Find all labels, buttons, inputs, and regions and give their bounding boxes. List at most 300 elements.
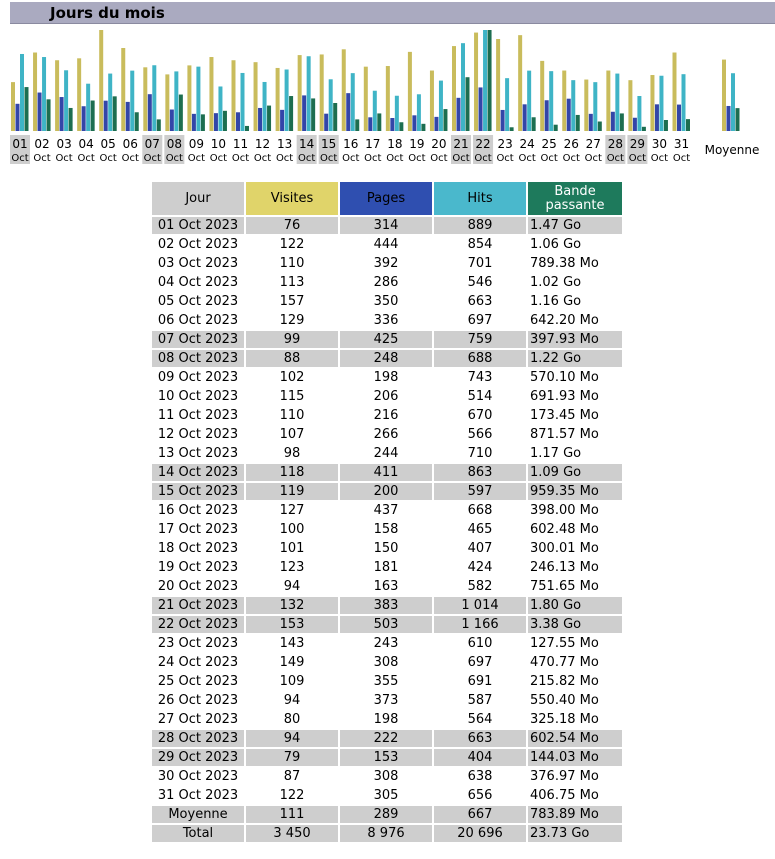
- day-04-hits-bar: [86, 84, 90, 131]
- x-tick-day: 21: [453, 137, 469, 151]
- cell-bandwidth: 751.65 Mo: [528, 578, 622, 597]
- cell-visits: 129: [246, 312, 338, 331]
- cell-bandwidth: 397.93 Mo: [528, 331, 622, 350]
- day-11-visits-bar: [232, 60, 236, 131]
- day-12-bandwidth-bar: [267, 106, 271, 131]
- cell-day: 07 Oct 2023: [152, 331, 244, 350]
- x-tick-day: 23: [497, 137, 513, 151]
- table-row: [152, 597, 622, 616]
- cell-hits: 663: [434, 293, 526, 312]
- cell-bandwidth: 570.10 Mo: [528, 369, 622, 388]
- cell-visits: 98: [246, 445, 338, 464]
- table-row: [152, 274, 622, 293]
- cell-day: 20 Oct 2023: [152, 578, 244, 597]
- table-row: [152, 787, 622, 806]
- cell-hits: 710: [434, 445, 526, 464]
- day-17-visits-bar: [364, 67, 368, 131]
- cell-visits: 94: [246, 692, 338, 711]
- cell-hits: 697: [434, 312, 526, 331]
- cell-pages: 383: [340, 597, 432, 616]
- table-body: [152, 217, 622, 844]
- section-title: Jours du mois: [50, 4, 165, 22]
- cell-pages: 181: [340, 559, 432, 578]
- x-tick-day: 31: [673, 137, 690, 151]
- x-tick-day: 19: [409, 137, 425, 151]
- day-10-pages-bar: [214, 113, 218, 131]
- cell-bandwidth: 642.20 Mo: [528, 312, 622, 331]
- cell-visits: 110: [246, 407, 338, 426]
- day-07-bandwidth-bar: [157, 119, 161, 131]
- day-19-visits-bar: [408, 52, 412, 131]
- table-row: [152, 236, 622, 255]
- cell-hits: 663: [434, 730, 526, 749]
- total-visits: 3 450: [246, 825, 338, 844]
- day-09-hits-bar: [196, 67, 200, 131]
- cell-visits: 100: [246, 521, 338, 540]
- x-tick-month: Oct: [55, 153, 73, 164]
- daily-bar-chart: [0, 0, 775, 170]
- cell-visits: 143: [246, 635, 338, 654]
- day-05-bandwidth-bar: [113, 96, 117, 131]
- x-tick-day: 10: [210, 137, 227, 151]
- x-tick-day: 26: [563, 137, 579, 151]
- x-tick-day: 08: [166, 137, 182, 151]
- cell-hits: 597: [434, 483, 526, 502]
- cell-bandwidth: 215.82 Mo: [528, 673, 622, 692]
- day-24-hits-bar: [527, 71, 531, 131]
- cell-bandwidth: 691.93 Mo: [528, 388, 622, 407]
- average-label: Moyenne: [152, 806, 244, 825]
- day-07-visits-bar: [143, 67, 147, 131]
- day-30-hits-bar: [659, 76, 663, 131]
- day-08-visits-bar: [165, 74, 169, 131]
- table-row: [152, 388, 622, 407]
- x-tick-day: 18: [387, 137, 403, 151]
- cell-hits: 582: [434, 578, 526, 597]
- day-14-pages-bar: [302, 95, 306, 131]
- day-29-bandwidth-bar: [642, 127, 646, 131]
- x-tick-day: 04: [78, 137, 94, 151]
- x-tick-month: Oct: [275, 153, 294, 164]
- x-tick-day: 01: [12, 137, 28, 151]
- day-25-visits-bar: [540, 61, 544, 131]
- day-16-visits-bar: [342, 49, 346, 131]
- day-27-visits-bar: [584, 80, 588, 131]
- cell-bandwidth: 246.13 Mo: [528, 559, 622, 578]
- x-tick-month: Oct: [474, 153, 492, 164]
- cell-hits: 863: [434, 464, 526, 483]
- cell-day: 12 Oct 2023: [152, 426, 244, 445]
- day-03-bandwidth-bar: [69, 108, 73, 131]
- cell-visits: 79: [246, 749, 338, 768]
- cell-pages: 314: [340, 217, 432, 236]
- day-05-visits-bar: [99, 30, 103, 131]
- cell-day: 02 Oct 2023: [152, 236, 244, 255]
- day-14-bandwidth-bar: [311, 98, 315, 131]
- cell-visits: 101: [246, 540, 338, 559]
- cell-visits: 157: [246, 293, 338, 312]
- cell-bandwidth: 1.09 Go: [528, 464, 622, 483]
- day-15-visits-bar: [320, 54, 324, 131]
- x-tick-month: Oct: [496, 153, 514, 164]
- cell-day: 31 Oct 2023: [152, 787, 244, 806]
- day-08-bandwidth-bar: [179, 95, 183, 131]
- cell-visits: 94: [246, 730, 338, 749]
- cell-pages: 411: [340, 464, 432, 483]
- day-13-hits-bar: [285, 70, 289, 132]
- cell-pages: 437: [340, 502, 432, 521]
- cell-day: 24 Oct 2023: [152, 654, 244, 673]
- cell-hits: 743: [434, 369, 526, 388]
- cell-visits: 110: [246, 255, 338, 274]
- cell-bandwidth: 602.54 Mo: [528, 730, 622, 749]
- cell-pages: 336: [340, 312, 432, 331]
- day-22-bandwidth-bar: [488, 30, 492, 131]
- day-12-hits-bar: [263, 82, 267, 131]
- x-tick-day: 11: [232, 137, 249, 151]
- day-21-hits-bar: [461, 43, 465, 131]
- average-label: Moyenne: [704, 143, 760, 157]
- cell-bandwidth: 1.16 Go: [528, 293, 622, 312]
- cell-pages: 158: [340, 521, 432, 540]
- day-20-hits-bar: [439, 81, 443, 131]
- day-21-pages-bar: [457, 98, 461, 131]
- cell-pages: 392: [340, 255, 432, 274]
- cell-visits: 122: [246, 236, 338, 255]
- day-03-hits-bar: [64, 70, 68, 131]
- cell-day: 19 Oct 2023: [152, 559, 244, 578]
- table-row: [152, 692, 622, 711]
- cell-hits: 566: [434, 426, 526, 445]
- day-19-bandwidth-bar: [421, 124, 425, 131]
- table-row: [152, 502, 622, 521]
- cell-pages: 305: [340, 787, 432, 806]
- cell-hits: 1 166: [434, 616, 526, 635]
- cell-day: 30 Oct 2023: [152, 768, 244, 787]
- cell-day: 25 Oct 2023: [152, 673, 244, 692]
- day-02-pages-bar: [38, 93, 42, 131]
- x-tick-month: Oct: [628, 153, 647, 164]
- day-28-hits-bar: [615, 74, 619, 131]
- day-22-visits-bar: [474, 33, 478, 131]
- table-row: [152, 217, 622, 236]
- day-07-hits-bar: [152, 65, 156, 131]
- cell-hits: 546: [434, 274, 526, 293]
- cell-pages: 425: [340, 331, 432, 350]
- day-17-pages-bar: [368, 117, 372, 131]
- x-tick-month: Oct: [187, 153, 206, 164]
- table-row: [152, 654, 622, 673]
- cell-hits: 587: [434, 692, 526, 711]
- x-tick-day: 06: [122, 137, 138, 151]
- total-hits: 20 696: [434, 825, 526, 844]
- x-tick-month: Oct: [672, 153, 691, 164]
- table-row: [152, 635, 622, 654]
- day-06-visits-bar: [121, 48, 125, 131]
- table-row: [152, 616, 622, 635]
- cell-visits: 123: [246, 559, 338, 578]
- day-01-visits-bar: [11, 82, 15, 131]
- x-tick-month: Oct: [121, 153, 139, 164]
- x-tick-month: Oct: [33, 153, 51, 164]
- average-visits: 111: [246, 806, 338, 825]
- cell-day: 16 Oct 2023: [152, 502, 244, 521]
- day-01-hits-bar: [20, 54, 24, 131]
- header-bandwidth: Bande passante: [528, 182, 622, 217]
- day-08-hits-bar: [174, 71, 178, 131]
- cell-bandwidth: 470.77 Mo: [528, 654, 622, 673]
- cell-day: 11 Oct 2023: [152, 407, 244, 426]
- cell-pages: 286: [340, 274, 432, 293]
- day-20-bandwidth-bar: [443, 109, 447, 131]
- cell-bandwidth: 300.01 Mo: [528, 540, 622, 559]
- day-16-pages-bar: [346, 93, 350, 131]
- cell-bandwidth: 1.17 Go: [528, 445, 622, 464]
- cell-pages: 243: [340, 635, 432, 654]
- cell-visits: 109: [246, 673, 338, 692]
- day-17-hits-bar: [373, 91, 377, 131]
- x-tick-month: Oct: [143, 153, 161, 164]
- day-10-bandwidth-bar: [223, 111, 227, 131]
- table-row: [152, 426, 622, 445]
- cell-visits: 153: [246, 616, 338, 635]
- day-18-visits-bar: [386, 66, 390, 131]
- day-10-visits-bar: [209, 57, 213, 131]
- day-22-pages-bar: [479, 87, 483, 131]
- cell-visits: 107: [246, 426, 338, 445]
- cell-day: 22 Oct 2023: [152, 616, 244, 635]
- table-row: [152, 331, 622, 350]
- table-row: [152, 369, 622, 388]
- day-05-pages-bar: [104, 101, 108, 131]
- cell-visits: 149: [246, 654, 338, 673]
- cell-visits: 118: [246, 464, 338, 483]
- cell-visits: 80: [246, 711, 338, 730]
- day-06-hits-bar: [130, 71, 134, 131]
- day-15-hits-bar: [329, 79, 333, 131]
- cell-hits: 1 014: [434, 597, 526, 616]
- cell-hits: 638: [434, 768, 526, 787]
- day-10-hits-bar: [218, 86, 222, 131]
- cell-visits: 113: [246, 274, 338, 293]
- average-bandwidth: 783.89 Mo: [528, 806, 622, 825]
- day-30-visits-bar: [650, 75, 654, 131]
- day-06-bandwidth-bar: [135, 112, 139, 131]
- x-tick-month: Oct: [99, 153, 117, 164]
- x-tick-day: 24: [519, 137, 535, 151]
- day-18-bandwidth-bar: [399, 122, 403, 131]
- cell-day: 10 Oct 2023: [152, 388, 244, 407]
- cell-pages: 355: [340, 673, 432, 692]
- table-row: [152, 711, 622, 730]
- cell-bandwidth: 3.38 Go: [528, 616, 622, 635]
- day-16-bandwidth-bar: [355, 119, 359, 131]
- cell-visits: 127: [246, 502, 338, 521]
- cell-visits: 122: [246, 787, 338, 806]
- average-bandwidth-bar: [736, 108, 740, 131]
- x-tick-month: Oct: [650, 153, 669, 164]
- day-27-hits-bar: [593, 82, 597, 131]
- cell-pages: 153: [340, 749, 432, 768]
- average-pages-bar: [727, 106, 731, 131]
- day-26-hits-bar: [571, 80, 575, 131]
- x-tick-month: Oct: [430, 153, 448, 164]
- x-tick-day: 27: [585, 137, 601, 151]
- cell-pages: 244: [340, 445, 432, 464]
- x-tick-month: Oct: [386, 153, 404, 164]
- total-bandwidth: 23.73 Go: [528, 825, 622, 844]
- day-31-hits-bar: [682, 74, 686, 131]
- cell-day: 03 Oct 2023: [152, 255, 244, 274]
- table-row: [152, 540, 622, 559]
- cell-bandwidth: 127.55 Mo: [528, 635, 622, 654]
- x-tick-month: Oct: [540, 153, 558, 164]
- day-25-bandwidth-bar: [554, 125, 558, 131]
- x-tick-day: 16: [343, 137, 359, 151]
- cell-bandwidth: 325.18 Mo: [528, 711, 622, 730]
- day-29-hits-bar: [637, 96, 641, 131]
- cell-pages: 308: [340, 768, 432, 787]
- header-pages: Pages: [340, 182, 432, 217]
- table-row: [152, 559, 622, 578]
- day-25-pages-bar: [545, 100, 549, 131]
- x-tick-day: 28: [607, 137, 623, 151]
- x-tick-day: 15: [321, 137, 337, 151]
- cell-bandwidth: 1.47 Go: [528, 217, 622, 236]
- day-07-pages-bar: [148, 94, 152, 131]
- cell-pages: 198: [340, 369, 432, 388]
- day-20-pages-bar: [434, 117, 438, 131]
- cell-bandwidth: 1.22 Go: [528, 350, 622, 369]
- cell-hits: 564: [434, 711, 526, 730]
- cell-visits: 115: [246, 388, 338, 407]
- x-tick-month: Oct: [562, 153, 580, 164]
- day-01-bandwidth-bar: [25, 87, 29, 131]
- cell-day: 01 Oct 2023: [152, 217, 244, 236]
- x-tick-day: 12: [254, 137, 271, 151]
- day-12-pages-bar: [258, 108, 262, 131]
- day-03-visits-bar: [55, 60, 59, 131]
- day-31-pages-bar: [677, 105, 681, 131]
- x-tick-month: Oct: [452, 153, 470, 164]
- day-04-pages-bar: [82, 106, 86, 131]
- day-19-pages-bar: [412, 115, 416, 131]
- cell-hits: 701: [434, 255, 526, 274]
- cell-day: 21 Oct 2023: [152, 597, 244, 616]
- table-row: [152, 749, 622, 768]
- cell-pages: 222: [340, 730, 432, 749]
- day-22-hits-bar: [483, 30, 487, 131]
- day-13-pages-bar: [280, 110, 284, 131]
- day-27-pages-bar: [589, 114, 593, 131]
- day-14-hits-bar: [307, 56, 311, 131]
- day-11-pages-bar: [236, 112, 240, 131]
- cell-pages: 198: [340, 711, 432, 730]
- day-11-hits-bar: [241, 73, 245, 131]
- cell-day: 28 Oct 2023: [152, 730, 244, 749]
- table-row: [152, 730, 622, 749]
- cell-day: 17 Oct 2023: [152, 521, 244, 540]
- x-tick-month: Oct: [231, 153, 250, 164]
- day-31-visits-bar: [673, 53, 677, 131]
- cell-hits: 656: [434, 787, 526, 806]
- day-21-bandwidth-bar: [466, 77, 470, 131]
- day-23-hits-bar: [505, 78, 509, 131]
- day-13-visits-bar: [276, 68, 280, 131]
- table-row: [152, 578, 622, 597]
- cell-visits: 87: [246, 768, 338, 787]
- cell-day: 26 Oct 2023: [152, 692, 244, 711]
- cell-bandwidth: 959.35 Mo: [528, 483, 622, 502]
- table-row: [152, 312, 622, 331]
- cell-visits: 94: [246, 578, 338, 597]
- day-09-bandwidth-bar: [201, 114, 205, 131]
- day-28-visits-bar: [606, 71, 610, 131]
- cell-day: 18 Oct 2023: [152, 540, 244, 559]
- average-pages: 289: [340, 806, 432, 825]
- cell-hits: 514: [434, 388, 526, 407]
- cell-day: 08 Oct 2023: [152, 350, 244, 369]
- day-21-visits-bar: [452, 46, 456, 131]
- cell-bandwidth: 1.80 Go: [528, 597, 622, 616]
- cell-day: 29 Oct 2023: [152, 749, 244, 768]
- cell-day: 09 Oct 2023: [152, 369, 244, 388]
- cell-hits: 670: [434, 407, 526, 426]
- cell-day: 23 Oct 2023: [152, 635, 244, 654]
- x-tick-day: 25: [541, 137, 557, 151]
- day-08-pages-bar: [170, 110, 174, 131]
- day-18-hits-bar: [395, 96, 399, 131]
- cell-day: 15 Oct 2023: [152, 483, 244, 502]
- cell-hits: 424: [434, 559, 526, 578]
- cell-bandwidth: 406.75 Mo: [528, 787, 622, 806]
- day-27-bandwidth-bar: [598, 122, 602, 131]
- day-04-visits-bar: [77, 58, 81, 131]
- table-row: [152, 521, 622, 540]
- x-tick-day: 03: [56, 137, 72, 151]
- x-tick-day: 14: [299, 137, 315, 151]
- cell-bandwidth: 550.40 Mo: [528, 692, 622, 711]
- day-15-pages-bar: [324, 114, 328, 131]
- cell-bandwidth: 789.38 Mo: [528, 255, 622, 274]
- cell-hits: 697: [434, 654, 526, 673]
- average-row: [152, 806, 622, 825]
- header-day: Jour: [152, 182, 244, 217]
- cell-pages: 216: [340, 407, 432, 426]
- cell-hits: 691: [434, 673, 526, 692]
- day-18-pages-bar: [390, 118, 394, 131]
- cell-pages: 373: [340, 692, 432, 711]
- day-29-visits-bar: [628, 80, 632, 131]
- cell-pages: 308: [340, 654, 432, 673]
- day-29-pages-bar: [633, 118, 637, 131]
- x-tick-day: 30: [651, 137, 668, 151]
- cell-bandwidth: 398.00 Mo: [528, 502, 622, 521]
- cell-day: 14 Oct 2023: [152, 464, 244, 483]
- cell-hits: 465: [434, 521, 526, 540]
- day-23-pages-bar: [501, 110, 505, 131]
- cell-hits: 610: [434, 635, 526, 654]
- cell-pages: 163: [340, 578, 432, 597]
- day-17-bandwidth-bar: [377, 113, 381, 131]
- cell-hits: 854: [434, 236, 526, 255]
- total-pages: 8 976: [340, 825, 432, 844]
- table-row: [152, 768, 622, 787]
- cell-bandwidth: 871.57 Mo: [528, 426, 622, 445]
- x-tick-day: 17: [365, 137, 381, 151]
- day-02-hits-bar: [42, 57, 46, 131]
- cell-bandwidth: 144.03 Mo: [528, 749, 622, 768]
